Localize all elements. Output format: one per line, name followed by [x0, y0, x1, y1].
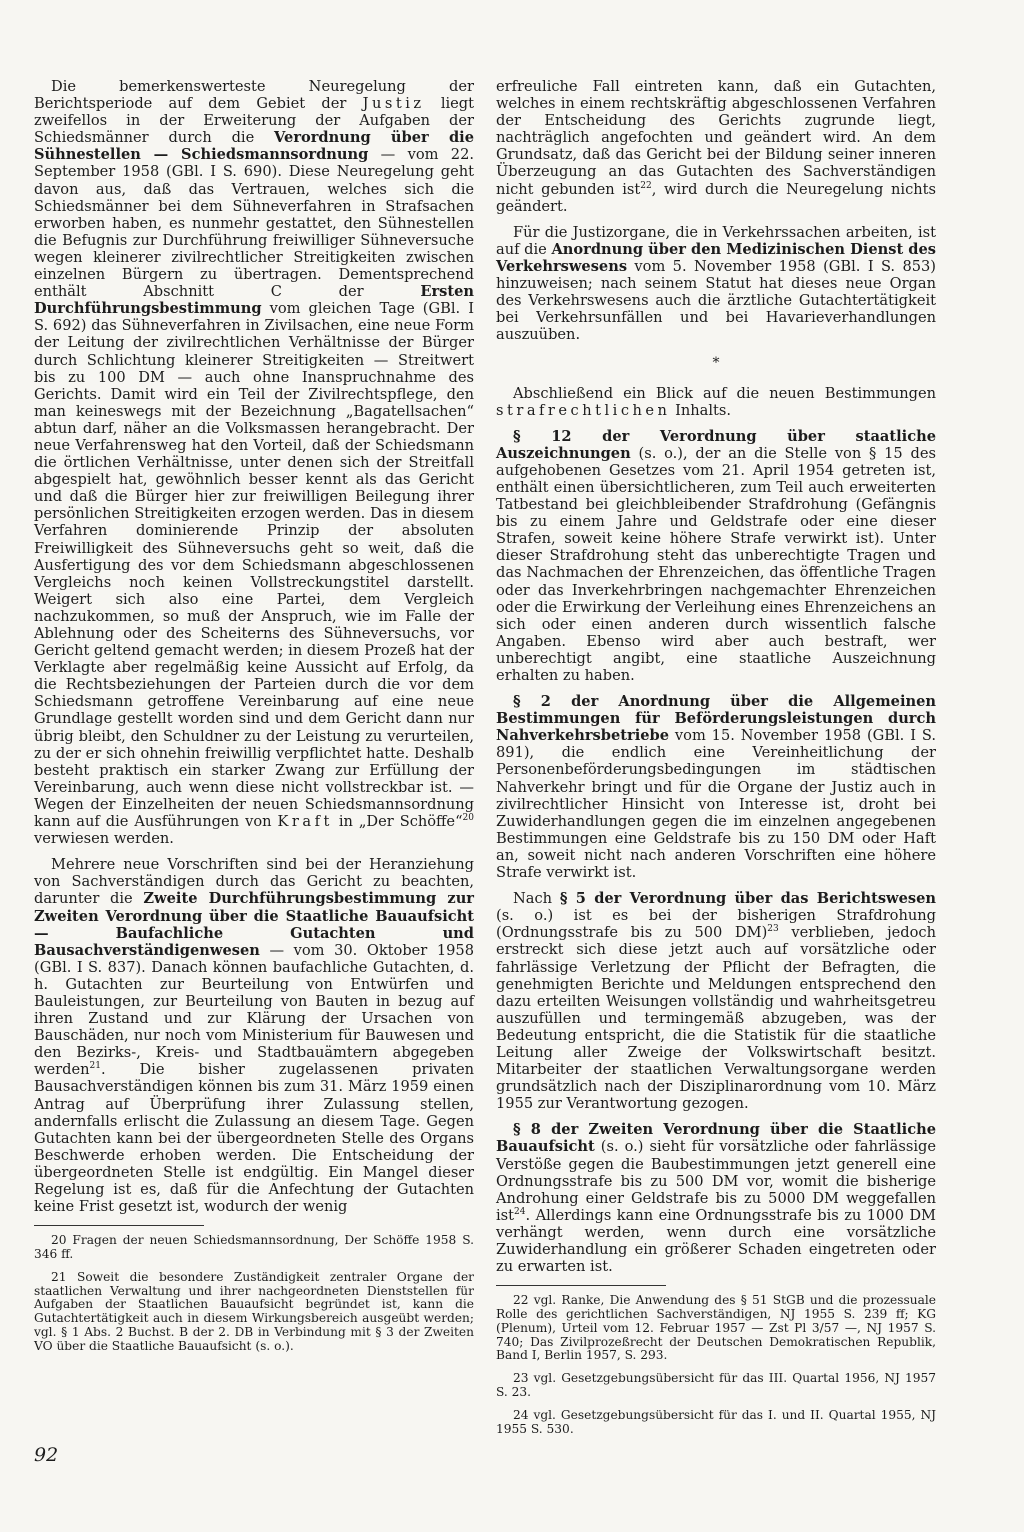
footnote-20: 20 Fragen der neuen Schiedsmannsordnung, Der Schöffe 1958 S. 346 ff.	[34, 1233, 474, 1261]
footnote-22: 22 vgl. Ranke, Die Anwendung des § 51 StGB und die prozessuale Rolle des gerichtlichen Sachverständigen, NJ 1955 S. 239 ff; KG (Plenum), Urteil vom 12. Februar 1957 — Zst Pl 3/57 —, NJ 1957 S. 740; Das Zivilprozeßrecht der Deutschen Demokratischen Republik, Band I, Berlin 1957, S. 293.	[496, 1293, 936, 1363]
footnote-divider-right	[496, 1285, 666, 1286]
paragraph-sachverstaendige: Mehrere neue Vorschriften sind bei der Heranziehung von Sachverständigen durch das Gericht zu beachten, darunter die Zweite Durchführungsbestimmung zur Zweiten Verordnung über die Staatliche Bauaufsicht — Baufachliche Gutachten und Bausachverständigenwesen — vom 30. Oktober 1958 (GBl. I S. 837). Danach können baufachliche Gutachten, d. h. Gutachten zur Beurteilung von Entwürfen und Bauleistungen, zur Beurteilung von Bauten in bezug auf ihren Zustand und zur Klärung der Ursachen von Bauschäden, nur noch vom Ministerium für Bauwesen und den Bezirks-, Kreis- und Stadtbauämtern abgegeben werden$^{21}$. Die bisher zugelassenen privaten Bausachverständigen können bis zum 31. März 1959 einen Antrag auf Überprüfung ihrer Zulassung stellen, andernfalls erlischt die Zulassung an diesem Tage. Gegen Gutachten kann bei der übergeordneten Stelle des Organs Beschwerde erhoben werden. Die Entscheidung der übergeordneten Stelle ist endgültig. Ein Mangel dieser Regelung ist es, daß für die Anfechtung der Gutachten keine Frist gesetzt ist, wodurch der wenig	[34, 856, 474, 1216]
section-separator: *	[712, 355, 720, 372]
footnote-ref-24: 24	[514, 1206, 526, 1217]
footnote-ref-22: 22	[640, 180, 652, 191]
paragraph-bauaufsicht: § 8 der Zweiten Verordnung über die Staatliche Bauaufsicht (s. o.) sieht für vorsätzliche oder fahrlässige Verstöße gegen die Baubestimmungen jetzt generell eine Ordnungsstrafe bis zu 500 DM vor, womit die bisherige Androhung einer Geldstrafe bis zu 5000 DM weggefallen ist$^{24}$. Allerdings kann eine Ordnungsstrafe bis zu 1000 DM verhängt werden, wenn durch eine vorsätzliche Zuwiderhandlung ein größerer Schaden eingetreten oder zu erwarten ist.	[496, 1121, 936, 1276]
paragraph-strafrecht-intro: Abschließend ein Blick auf die neuen Bestimmungen strafrechtlichen Inhalts.	[496, 384, 936, 419]
right-column	[496, 78, 936, 1445]
footnote-ref-20: 20	[462, 813, 474, 824]
footnote-ref-23: 23	[767, 924, 779, 935]
page-number: 92	[34, 1444, 59, 1466]
paragraph-auszeichnungen: § 12 der Verordnung über staatliche Auszeichnungen (s. o.), der an die Stelle von § 15 des aufgehobenen Gesetzes vom 21. April 1954 getreten ist, enthält einen übersichtlicheren, zum Teil auch erweiterten Tatbestand bei gleichbleibender Strafdrohung (Gefängnis bis zu einem Jahre und Geldstrafe oder eine dieser Strafen, soweit keine höhere Strafe verwirkt ist). Unter dieser Strafdrohung steht das unberechtigte Tragen und das Nachmachen der Ehrenzeichen, das öffentliche Tragen oder das Inverkehrbringen nachgemachter Ehrenzeichen oder die Erwirkung der Verleihung eines Ehrenzeichens an sich oder einen anderen durch wissentlich falsche Angaben. Ebenso wird aber auch bestraft, wer unberechtigt angibt, eine staatliche Auszeichnung erhalten zu haben.	[496, 427, 936, 684]
paragraph-gutachten-continued: erfreuliche Fall eintreten kann, daß ein Gutachten, welches in einem rechtskräftig abgeschlossenen Verfahren der Entscheidung des Gerichts zugrunde liegt, nachträglich angefochten und geändert wird. An dem Grundsatz, daß das Gericht bei der Bildung seiner inneren Überzeugung an das Gutachten des Sachverständigen nicht gebunden ist$^{22}$, wird durch die Neuregelung nichts geändert.	[496, 78, 936, 215]
paragraph-schiedsmannsordnung: Die bemerkenswerteste Neuregelung der Berichtsperiode auf dem Gebiet der Justiz liegt zweifellos in der Erweiterung der Aufgaben der Schiedsmänner durch die Verordnung über die Sühnestellen — Schiedsmannsordnung — vom 22. September 1958 (GBl. I S. 690). Diese Neuregelung geht davon aus, daß das Vertrauen, welches sich die Schiedsmänner bei dem Sühneverfahren in Strafsachen erworben haben, es nunmehr gestattet, den Sühnestellen die Befugnis zur Durchführung freiwilliger Sühneversuche wegen kleinerer zivilrechtlicher Streitigkeiten zwischen einzelnen Bürgern zu übertragen. Dementsprechend enthält Abschnitt C der Ersten Durchführungsbestimmung vom gleichen Tage (GBl. I S. 692) das Sühneverfahren in Zivilsachen, eine neue Form der Leitung der zivilrechtlichen Verhältnisse der Bürger durch Schlichtung kleinerer Streitigkeiten — Streitwert bis zu 100 DM — auch ohne Inanspruchnahme des Gerichts. Damit wird ein Teil der Zivilrechtspflege, den man keineswegs mit der Bezeichnung „Bagatellsachen“ abtun darf, näher an die Volksmassen herangebracht. Der neue Verfahrensweg hat den Vorteil, daß der Schiedsmann die örtlichen Verhältnisse, unter denen sich der Streitfall abgespielt hat, gewöhnlich besser kennt als das Gericht und daß die Bürger hier zur freiwilligen Beilegung ihrer persönlichen Streitigkeiten erzogen werden. Das in diesem Verfahren dominierende Prinzip der absoluten Freiwilligkeit des Sühneversuchs geht so weit, daß die Ausfertigung des vor dem Schiedsmann abgeschlossenen Vergleichs noch keinen Vollstreckungstitel darstellt. Weigert sich also eine Partei, dem Vergleich nachzukommen, so muß der Anspruch, wie im Falle der Ablehnung oder des Scheiterns des Sühneversuchs, vor Gericht geltend gemacht werden; in diesem Prozeß hat der Verklagte aber regelmäßig keine Aussicht auf Erfolg, da die Rechtsbeziehungen der Parteien durch die vor dem Schiedsmann getroffene Vereinbarung auf eine neue Grundlage gestellt worden sind und dem Gericht dann nur übrig bleibt, den Schuldner zu der Leistung zu verurteilen, zu der er sich ohnehin freiwillig verpflichtet hatte. Deshalb besteht praktisch ein starker Zwang zur Erfüllung der Vereinbarung, auch wenn diese nicht vollstreckbar ist. — Wegen der Einzelheiten der neuen Schiedsmannsordnung kann auf die Ausführungen von Kraft in „Der Schöffe“$^{20}$ verwiesen werden.	[34, 78, 474, 848]
paragraph-medizinischer-dienst: Für die Justizorgane, die in Verkehrssachen arbeiten, ist auf die Anordnung über den Medizinischen Dienst des Verkehrswesens vom 5. November 1958 (GBl. I S. 853) hinzuweisen; nach seinem Statut hat dieses neue Organ des Verkehrswesens auch die ärztliche Gutachtertätigkeit bei Verkehrsunfällen und bei Havarieverhandlungen auszuüben.	[496, 223, 936, 344]
footnote-24: 24 vgl. Gesetzgebungsübersicht für das I. und II. Quartal 1955, NJ 1955 S. 530.	[496, 1407, 936, 1436]
footnote-23: 23 vgl. Gesetzgebungsübersicht für das III. Quartal 1956, NJ 1957 S. 23.	[496, 1371, 936, 1399]
paragraph-nahverkehr: § 2 der Anordnung über die Allgemeinen Bestimmungen für Beförderungsleistungen durch Nahverkehrsbetriebe vom 15. November 1958 (GBl. I S. 891), die endlich eine Vereinheitlichung der Personenbeförderungsbedingungen im städtischen Nahverkehr bringt und für die Organe der Justiz auch in zivilrechtlicher Hinsicht von Interesse ist, droht bei Zuwiderhandlungen gegen die im einzelnen angegebenen Bestimmungen eine Geldstrafe bis zu 150 DM oder Haft an, soweit nicht nach anderen Vorschriften eine höhere Strafe verwirkt ist.	[496, 693, 936, 882]
footnote-21: 21 Soweit die besondere Zuständigkeit zentraler Organe der staatlichen Verwaltung und ihrer nachgeordneten Dienststellen für Aufgaben der Staatlichen Bauaufsicht begründet ist, kann die Gutachtertätigkeit auch in diesem Wirkungsbereich ausgeübt werden; vgl. § 1 Abs. 2 Buchst. B der 2. DB in Verbindung mit § 3 der Zweiten VO über die Staatliche Bauaufsicht (s. o.).	[34, 1269, 474, 1353]
footnote-divider	[34, 1225, 204, 1226]
left-column	[34, 78, 474, 1363]
footnote-ref-21: 21	[89, 1061, 101, 1072]
paragraph-berichtswesen: Nach § 5 der Verordnung über das Berichtswesen (s. o.) ist es bei der bisherigen Strafdrohung (Ordnungsstrafe bis zu 500 DM)$^{23}$ verblieben, jedoch erstreckt sich diese jetzt auch auf vorsätzliche oder fahrlässige Verletzung der Pflicht der Befragten, die genehmigten Berichte und Meldungen entsprechend den dazu erteilten Weisungen vollständig und wahrheitsgetreu auszufüllen und termingemäß abzugeben, was der Bedeutung entspricht, die die Statistik für die staatliche Leitung aller Zweige der Volkswirtschaft besitzt. Mitarbeiter der staatlichen Verwaltungsorgane werden grundsätzlich nach der Disziplinarordnung vom 10. März 1955 zur Verantwortung gezogen.	[496, 890, 936, 1113]
